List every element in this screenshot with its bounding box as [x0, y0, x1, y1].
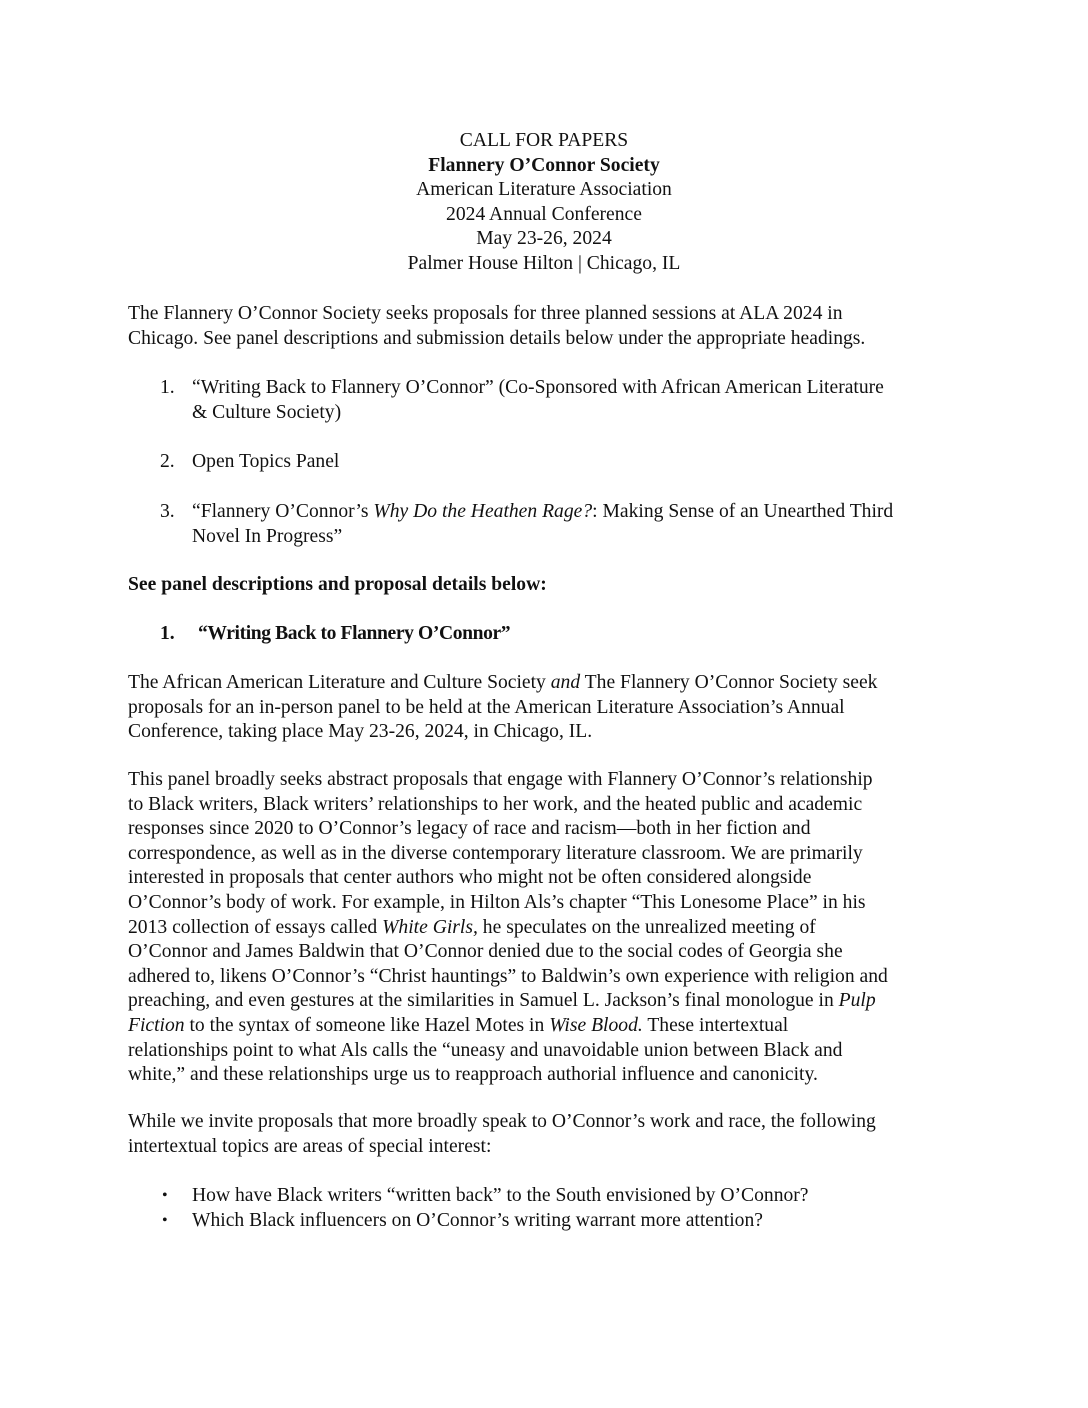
film-title: Fiction — [128, 1014, 185, 1036]
paragraph-line: adhered to, likens O’Connor’s “Christ hauntings” to Baldwin’s own experience with religion and — [128, 965, 888, 987]
section-number: 1. — [160, 623, 175, 644]
section-title: “Writing Back to Flannery O’Connor” — [198, 623, 511, 644]
paragraph-line: relationships point to what Als calls the “uneasy and unavoidable union between Black and — [128, 1039, 843, 1061]
header-title: CALL FOR PAPERS — [459, 130, 629, 151]
paragraph-line: O’Connor and James Baldwin that O’Connor denied due to the social codes of Georgia she — [128, 941, 843, 963]
list-number: 2. — [160, 451, 175, 472]
session-title: Open Topics Panel — [192, 451, 340, 472]
paragraph-line: white,” and these relationships urge us to reapproach authorial influence and canonicity. — [128, 1064, 818, 1086]
session-title: Novel In Progress” — [192, 525, 343, 547]
topics-list — [128, 1184, 968, 1233]
book-title: White Girls, — [382, 916, 478, 938]
list-number: 1. — [160, 377, 175, 398]
bullet-icon: • — [162, 1211, 168, 1229]
panel-intro-paragraph — [128, 671, 968, 745]
panel-description-paragraph — [128, 768, 968, 1088]
paragraph-line: O’Connor’s body of work. For example, in Hilton Als’s chapter “This Lonesome Place” in his — [128, 891, 866, 913]
session-title: “Writing Back to Flannery O’Connor” (Co-Sponsored with African American Literature — [192, 377, 884, 398]
paragraph-line: correspondence, as well as in the diverse contemporary literature classroom. We are primarily — [128, 842, 863, 864]
paragraph-line: Fiction to the syntax of someone like Hazel Motes in Wise Blood. These intertextual — [128, 1014, 789, 1036]
conference-name: 2024 Annual Conference — [446, 203, 642, 225]
paragraph-line: intertextual topics are areas of special interest: — [128, 1135, 492, 1157]
conference-venue: Palmer House Hilton | Chicago, IL — [407, 252, 681, 274]
topic-text: How have Black writers “written back” to the South envisioned by O’Connor? — [192, 1185, 809, 1206]
intro-line: The Flannery O’Connor Society seeks proposals for three planned sessions at ALA 2024 in — [128, 303, 843, 324]
society-name: Flannery O’Connor Society — [428, 154, 660, 176]
paragraph-line: 2013 collection of essays called White Girls, he speculates on the unrealized meeting of — [128, 916, 816, 938]
topic-item — [128, 1209, 968, 1234]
special-interest-paragraph — [128, 1110, 968, 1159]
topic-item — [128, 1184, 968, 1209]
call-for-papers-header — [0, 129, 1088, 277]
paragraph-line: responses since 2020 to O’Connor’s legacy of race and racism—both in her fiction and — [128, 818, 811, 840]
session-title: & Culture Society) — [192, 401, 342, 423]
book-title: Wise Blood. — [549, 1014, 643, 1036]
see-below-heading: See panel descriptions and proposal details below: — [128, 574, 547, 595]
book-title: Why Do the Heathen Rage? — [373, 501, 593, 522]
film-title: Pulp — [838, 990, 876, 1012]
conference-dates: May 23-26, 2024 — [476, 228, 612, 250]
intro-paragraph — [128, 302, 968, 351]
bullet-icon: • — [162, 1187, 168, 1204]
paragraph-line: interested in proposals that center authors who might not be often considered alongside — [128, 867, 812, 889]
paragraph-line: to Black writers, Black writers’ relationships to her work, and the heated public and academic — [128, 793, 863, 815]
topic-text: Which Black influencers on O’Connor’s writing warrant more attention? — [192, 1209, 763, 1231]
list-number: 3. — [160, 501, 175, 522]
intro-line: Chicago. See panel descriptions and submission details below under the appropriate headings. — [128, 327, 866, 349]
paragraph-line: While we invite proposals that more broadly speak to O’Connor’s work and race, the following — [128, 1111, 876, 1132]
paragraph-line: preaching, and even gestures at the similarities in Samuel L. Jackson’s final monologue in Pulp — [128, 990, 876, 1012]
paragraph-line: The African American Literature and Culture Society and The Flannery O’Connor Society seek — [128, 672, 878, 693]
section-heading-1 — [128, 622, 968, 647]
session-title: “Flannery O’Connor’s Why Do the Heathen Rage?: Making Sense of an Unearthed Third — [192, 501, 894, 522]
paragraph-line: Conference, taking place May 23-26, 2024, in Chicago, IL. — [128, 721, 593, 743]
paragraph-line: This panel broadly seeks abstract proposals that engage with Flannery O’Connor’s relationship — [128, 769, 873, 790]
paragraph-line: proposals for an in-person panel to be held at the American Literature Association’s Annual — [128, 696, 845, 718]
association-name: American Literature Association — [416, 179, 672, 201]
